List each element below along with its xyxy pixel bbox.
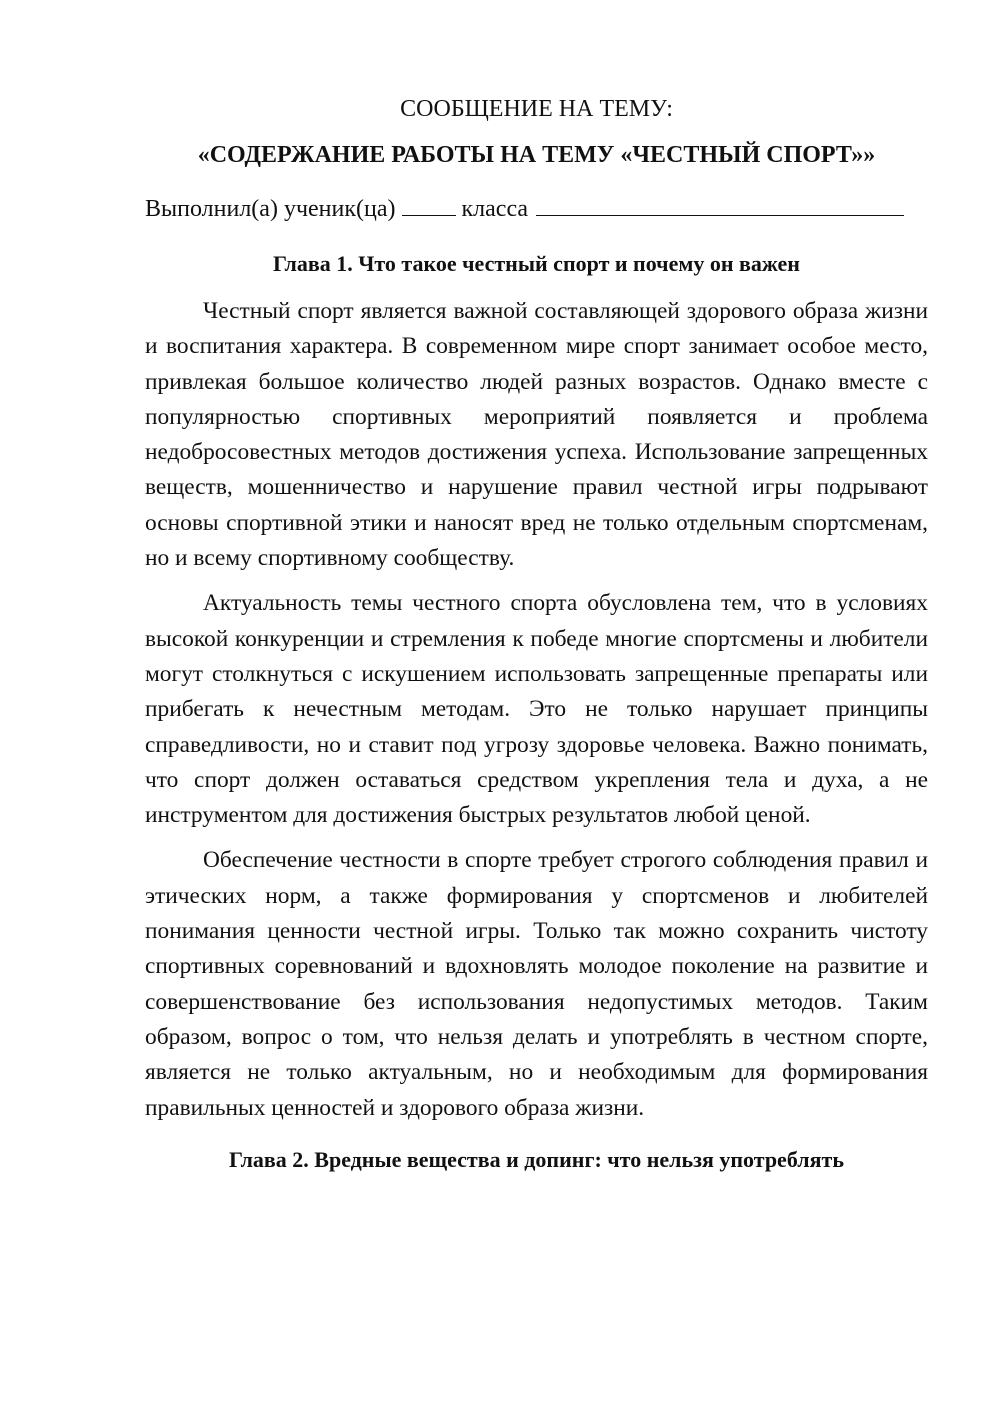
student-info-line — [145, 192, 928, 226]
page-title: СООБЩЕНИЕ НА ТЕМУ: — [400, 96, 673, 122]
chapter-1-paragraph-2: Актуальность темы честного спорта обусловлена тем, что в условиях высокой конкуренции и стремления к победе многие спортсмены и любители могут столкнуться с искушением использовать запрещенные препараты или прибегать к нечестным методам. Это не только нарушает принципы справедливости, но и ставит под угрозу здоровье человека. Важно понимать, что спорт должен оставаться средством укрепления тела и духа, а не инструментом для достижения быстрых результатов любой ценой. — [145, 590, 928, 829]
chapter-1-heading: Глава 1. Что такое честный спорт и почему он важен — [273, 251, 800, 276]
chapter-1-paragraph-3: Обеспечение честности в спорте требует строгого соблюдения правил и этических норм, а также формирования у спортсменов и любителей понимания ценности честной игры. Только так можно сохранить чистоту спортивных соревнований и вдохновлять молодое поколение на развитие и совершенствование без использования недопустимых методов. Таким образом, вопрос о том, что нельзя делать и употреблять в честном спорте, является не только актуальным, но и необходимым для формирования правильных ценностей и здорового образа жизни. — [145, 847, 928, 1121]
document-body — [145, 92, 928, 1176]
chapter-1-paragraph-1: Честный спорт является важной составляющей здорового образа жизни и воспитания характера. В современном мире спорт занимает особое место, привлекая большое количество людей разных возрастов. Однако вместе с популярностью спортивных мероприятий появляется и проблема недобросовестных методов достижения успеха. Использование запрещенных веществ, мошенничество и нарушение правил честной игры подрывают основы спортивной этики и наносят вред не только отдельным спортсменам, но и всему спортивному сообществу. — [145, 298, 928, 572]
page-subtitle: «СОДЕРЖАНИЕ РАБОТЫ НА ТЕМУ «ЧЕСТНЫЙ СПОРТ»» — [197, 142, 876, 168]
class-number-blank — [402, 193, 456, 216]
student-name-blank — [536, 193, 904, 216]
performed-by-label: Выполнил(а) ученик(ца) — [145, 196, 396, 222]
class-label: класса — [461, 196, 529, 222]
chapter-2-heading: Глава 2. Вредные вещества и допинг: что нельзя употреблять — [229, 1146, 844, 1172]
